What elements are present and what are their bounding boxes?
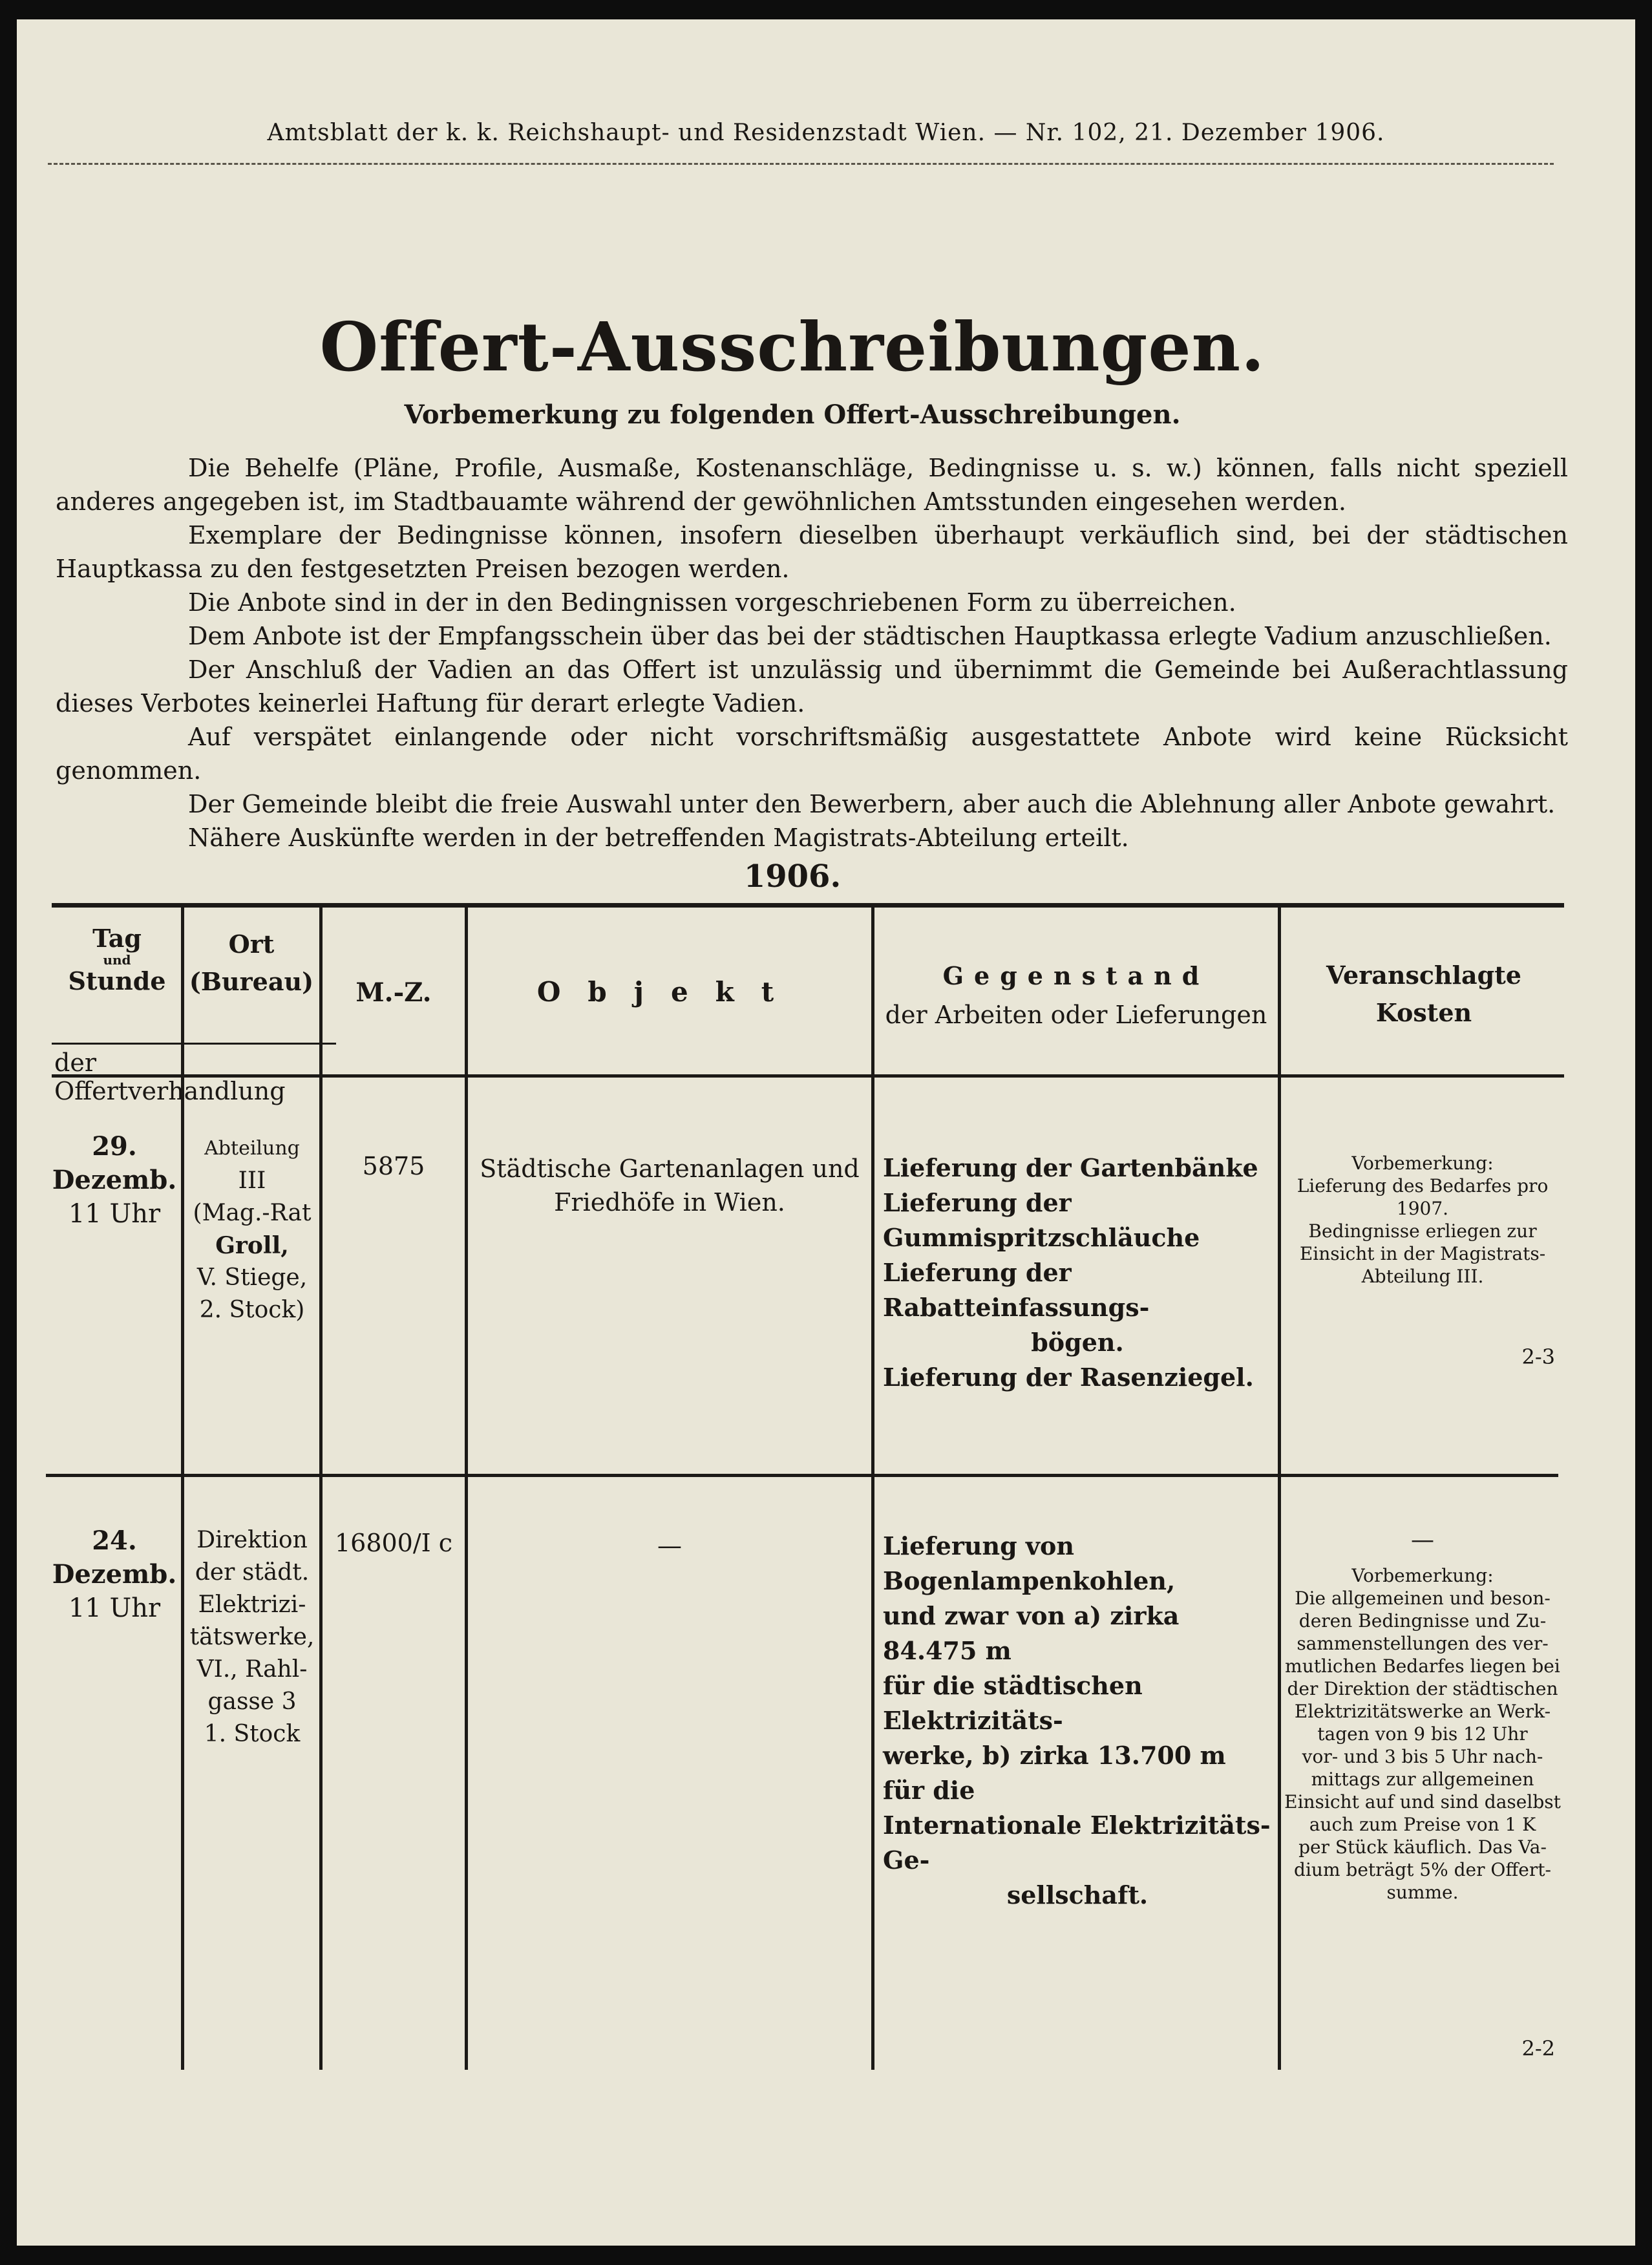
row2-date-cell [43,1524,186,1625]
header-stunde: Stunde [68,966,166,995]
row2-ort-cell [186,1524,318,1750]
row2-kosten-line: sammenstellungen des ver- [1297,1633,1549,1654]
row2-kosten-line: dium beträgt 5% der Offert- [1294,1859,1551,1880]
intro-paragraph: Die Anbote sind in der in den Bedingnissen vorgeschriebenen Form zu überreichen. [188,588,1236,617]
row2-ort-line: Elektrizi- [198,1591,306,1618]
row1-kosten-line: 1907. [1396,1198,1449,1219]
row2-ort-line: 1. Stock [204,1721,301,1747]
header-tag-stunde [56,926,178,994]
row2-kosten-dash: — [1411,1527,1434,1553]
intro-paragraph: Die Behelfe (Pläne, Profile, Ausmaße, Kostenanschläge, Bedingnisse u. s. w.) können, falls nicht speziell anderes angegeben ist, im Stadtbauamte während der gewöhnlichen Amtsstunden eingesehen werden. [56,454,1568,516]
page-subtitle: Vorbemerkung zu folgenden Offert-Ausschreibungen. [404,399,1181,430]
row2-gegenstand-line: werke, b) zirka 13.700 m für die [883,1741,1226,1805]
row2-ort-line: tätswerke, [189,1624,315,1650]
document-page [17,19,1635,2246]
header-und: und [103,952,131,968]
row2-kosten-line: Die allgemeinen und beson- [1295,1588,1551,1609]
row2-gegenstand-line: sellschaft. [1006,1880,1149,1909]
row2-ort-line: Direktion [196,1527,308,1553]
row1-kosten [1284,1152,1562,1288]
row2-mz: 16800/I c [334,1529,453,1557]
intro-paragraph: Dem Anbote ist der Empfangsschein über das bei der städtischen Hauptkassa erlegte Vadium anzuschließen. [188,622,1552,650]
table-top-rule [52,903,1564,908]
row1-objekt: Städtische Gartenanlagen und Friedhöfe in Wien. [480,1154,860,1217]
header-rule [48,163,1554,165]
row2-ort-line: VI., Rahl- [196,1656,308,1683]
page-title: Offert-Ausschreibungen. [319,307,1265,387]
row-divider-rule [46,1474,1558,1477]
column-rule [1278,906,1281,2070]
row1-ort-line: Groll, [215,1232,289,1259]
row2-kosten-line: vor- und 3 bis 5 Uhr nach- [1302,1746,1543,1767]
row1-ort-line: III [238,1167,266,1194]
row1-gegenstand-line: Lieferung der Rabatteinfassungs- [883,1258,1150,1322]
row1-kosten-line: Vorbemerkung: [1351,1153,1494,1174]
row1-ort-line: V. Stiege, [196,1264,308,1291]
header-mz: M.-Z. [355,977,432,1008]
row1-date: 29. Dezemb. [52,1131,177,1195]
header-kosten-line1: Veranschlagte [1326,961,1521,990]
row1-gegenstand-line: Lieferung der Gartenbänke [883,1153,1258,1182]
intro-paragraph: Exemplare der Bedingnisse können, insofern dieselben überhaupt verkäuflich sind, bei der städtischen Hauptkassa zu den festgesetzten Preisen bezogen werden. [56,521,1568,583]
row1-time: 11 Uhr [68,1199,161,1229]
row2-kosten-line: summe. [1386,1882,1459,1903]
header-ort-line2: (Bureau) [189,967,314,996]
header-gegenstand-line2: der Arbeiten oder Lieferungen [885,1001,1267,1029]
row2-kosten-line: Einsicht auf und sind daselbst [1284,1791,1561,1813]
row1-kosten-line: Einsicht in der Magistrats- [1299,1243,1546,1264]
row1-page-ref: 2-3 [1521,1345,1555,1369]
row1-ort-line: Abteilung [204,1137,300,1160]
row2-kosten-line: deren Bedingnisse und Zu- [1298,1610,1547,1632]
row2-gegenstand-line: und zwar von a) zirka 84.475 m [883,1601,1180,1665]
header-sub-rule [52,1043,336,1045]
header-offertverhandlung: der Offertverhandlung [54,1048,286,1105]
row2-objekt: — [657,1531,682,1560]
row1-gegenstand-line: bögen. [1031,1328,1124,1357]
intro-paragraph: Nähere Auskünfte werden in der betreffenden Magistrats-Abteilung erteilt. [188,824,1129,852]
header-gegenstand-line1: Gegenstand [942,961,1210,990]
row2-kosten-line: tagen von 9 bis 12 Uhr [1317,1723,1528,1745]
header-ort [186,926,317,1001]
row2-ort-line: der städt. [195,1559,310,1586]
row2-kosten-line: Vorbemerkung: [1351,1565,1494,1586]
row2-page-ref: 2-2 [1521,2036,1555,2061]
row2-kosten-line: mutlichen Bedarfes liegen bei [1285,1655,1560,1677]
row2-kosten-line: mittags zur allgemeinen [1311,1769,1534,1790]
row2-gegenstand-line: für die städtischen Elektrizitäts- [883,1671,1143,1735]
header-objekt: Objekt [536,976,801,1008]
row2-gegenstand-line: Internationale Elektrizitäts-Ge- [883,1811,1271,1875]
intro-paragraph: Der Gemeinde bleibt die freie Auswahl unter den Bewerbern, aber auch die Ablehnung aller Anbote gewahrt. [188,790,1556,818]
intro-text [56,451,1568,855]
row2-time: 11 Uhr [68,1593,161,1623]
running-header: Amtsblatt der k. k. Reichshaupt- und Residenzstadt Wien. — Nr. 102, 21. Dezember 1906. [267,120,1385,146]
intro-paragraph: Der Anschluß der Vadien an das Offert ist unzulässig und übernimmt die Gemeinde bei Außerachtlassung dieses Verbotes keinerlei Haftung für derart erlegte Vadien. [56,655,1568,718]
row1-ort-cell [186,1132,318,1326]
row1-kosten-line: Abteilung III. [1361,1266,1484,1287]
row2-gegenstand [883,1529,1272,1913]
row1-date-cell [43,1130,186,1231]
row2-date: 24. Dezemb. [52,1526,177,1590]
row2-ort-line: gasse 3 [207,1688,297,1715]
header-gegenstand [876,957,1276,1034]
table-year: 1906. [743,858,842,895]
row1-ort-line: (Mag.-Rat [193,1200,312,1226]
row2-kosten-line: Elektrizitätswerke an Werk- [1294,1701,1551,1722]
row1-gegenstand [883,1151,1272,1395]
row1-mz: 5875 [362,1152,425,1180]
row1-gegenstand-line: Lieferung der Rasenziegel. [883,1363,1254,1392]
column-rule [871,906,874,2070]
header-tag: Tag [92,924,142,953]
column-rule [465,906,468,2070]
row1-kosten-line: Bedingnisse erliegen zur [1308,1220,1537,1242]
row2-kosten-line: per Stück käuflich. Das Va- [1298,1836,1547,1858]
row1-ort-line: 2. Stock) [199,1297,305,1323]
header-kosten [1284,957,1564,1032]
header-ort-line1: Ort [228,930,275,959]
row2-gegenstand-line: Lieferung von Bogenlampenkohlen, [883,1531,1176,1595]
row2-kosten [1284,1529,1562,1904]
intro-paragraph: Auf verspätet einlangende oder nicht vorschriftsmäßig ausgestattete Anbote wird keine Rücksicht genommen. [56,723,1568,785]
row2-kosten-line: auch zum Preise von 1 K [1309,1814,1536,1835]
header-kosten-line2: Kosten [1375,998,1472,1027]
row1-kosten-line: Lieferung des Bedarfes pro [1297,1175,1549,1196]
row1-gegenstand-line: Lieferung der Gummispritzschläuche [883,1188,1200,1252]
row2-kosten-line: der Direktion der städtischen [1287,1678,1558,1699]
